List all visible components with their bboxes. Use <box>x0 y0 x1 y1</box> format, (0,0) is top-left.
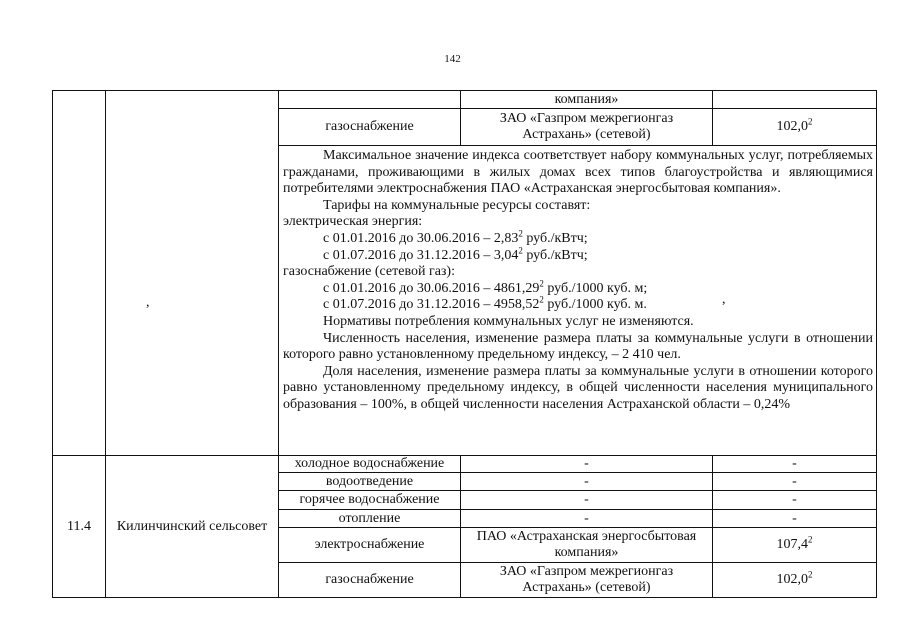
service-cell <box>279 109 460 145</box>
provider-cell: - <box>584 492 589 507</box>
provider-cell: - <box>584 456 589 471</box>
index-cell <box>713 109 876 145</box>
stray-mark: , <box>722 292 726 307</box>
service-cell: отопление <box>338 510 401 526</box>
provider-cell: - <box>584 510 589 526</box>
tariff-note <box>283 148 873 414</box>
provider-cell: - <box>584 473 589 489</box>
service-cell: горячее водоснабжение <box>299 492 440 507</box>
section-number: 11.4 <box>67 518 91 534</box>
provider-cell: ПАО «Астраханская энергосбытовая компания» <box>476 529 697 560</box>
index-cell: - <box>792 456 797 471</box>
provider-cell <box>461 91 712 108</box>
tariff-line: с 01.01.2016 до 30.06.2016 – 4861,29$^2$ руб./1000 куб. м; <box>323 278 648 296</box>
service-cell: газоснабжение <box>325 572 414 587</box>
note-paragraph: электрическая энергия: <box>283 214 423 230</box>
section-name: Килинчинский сельсовет <box>116 518 268 534</box>
note-paragraph: газоснабжение (сетевой газ): <box>283 264 455 280</box>
stray-mark: , <box>146 295 150 310</box>
provider-text: ЗАО «Газпром межрегионгаз Астрахань» (сетевой) <box>499 111 674 142</box>
index-value: 107,4$^2$ <box>776 534 813 552</box>
service-cell: холодное водоснабжение <box>294 456 445 471</box>
note-paragraph: Доля населения, изменение размера платы за коммунальные услуги в отношении которого равно установленному предельному индексу, в общей численности населения муниципального образования – 100%, в общей численности населения Астраханской области – 0,24% <box>283 363 873 412</box>
note-paragraph: Тарифы на коммунальные ресурсы составят: <box>323 197 591 213</box>
note-paragraph: Численность населения, изменение размера платы за коммунальные услуги в отношении которого равно установленному предельному индексу, – 2 410 чел. <box>283 330 873 363</box>
provider-cell: ЗАО «Газпром межрегионгаз Астрахань» (сетевой) <box>499 564 674 595</box>
tariff-line: с 01.01.2016 до 30.06.2016 – 2,83$^2$ руб./кВтч; <box>323 228 588 246</box>
tariff-line: с 01.07.2016 до 31.12.2016 – 3,04$^2$ руб./кВтч; <box>323 244 588 263</box>
index-cell: - <box>792 510 797 526</box>
provider-text: компания» <box>554 91 619 107</box>
provider-cell <box>466 109 707 145</box>
page-number: 142 <box>444 53 461 65</box>
index-value: 102,0$^2$ <box>776 569 813 587</box>
note-paragraph: Максимальное значение индекса соответствует набору коммунальных услуг, потребляемых гражданами, проживающими в жилых домах всех типов благоустройства и являющимися потребителями электроснабжения ПАО «Астраханская энергосбытовая компания». <box>283 148 873 197</box>
index-cell <box>713 563 876 597</box>
index-cell: - <box>792 473 797 489</box>
service-text: газоснабжение <box>325 119 414 134</box>
note-paragraph: Нормативы потребления коммунальных услуг не изменяются. <box>323 313 694 329</box>
service-cell: электроснабжение <box>314 537 425 552</box>
tariff-line: с 01.07.2016 до 31.12.2016 – 4958,52$^2$ руб./1000 куб. м. <box>323 294 647 313</box>
index-cell: - <box>792 492 797 507</box>
service-cell: водоотведение <box>325 473 414 489</box>
index-value: 102,0$^2$ <box>776 116 813 134</box>
index-cell <box>713 528 876 562</box>
